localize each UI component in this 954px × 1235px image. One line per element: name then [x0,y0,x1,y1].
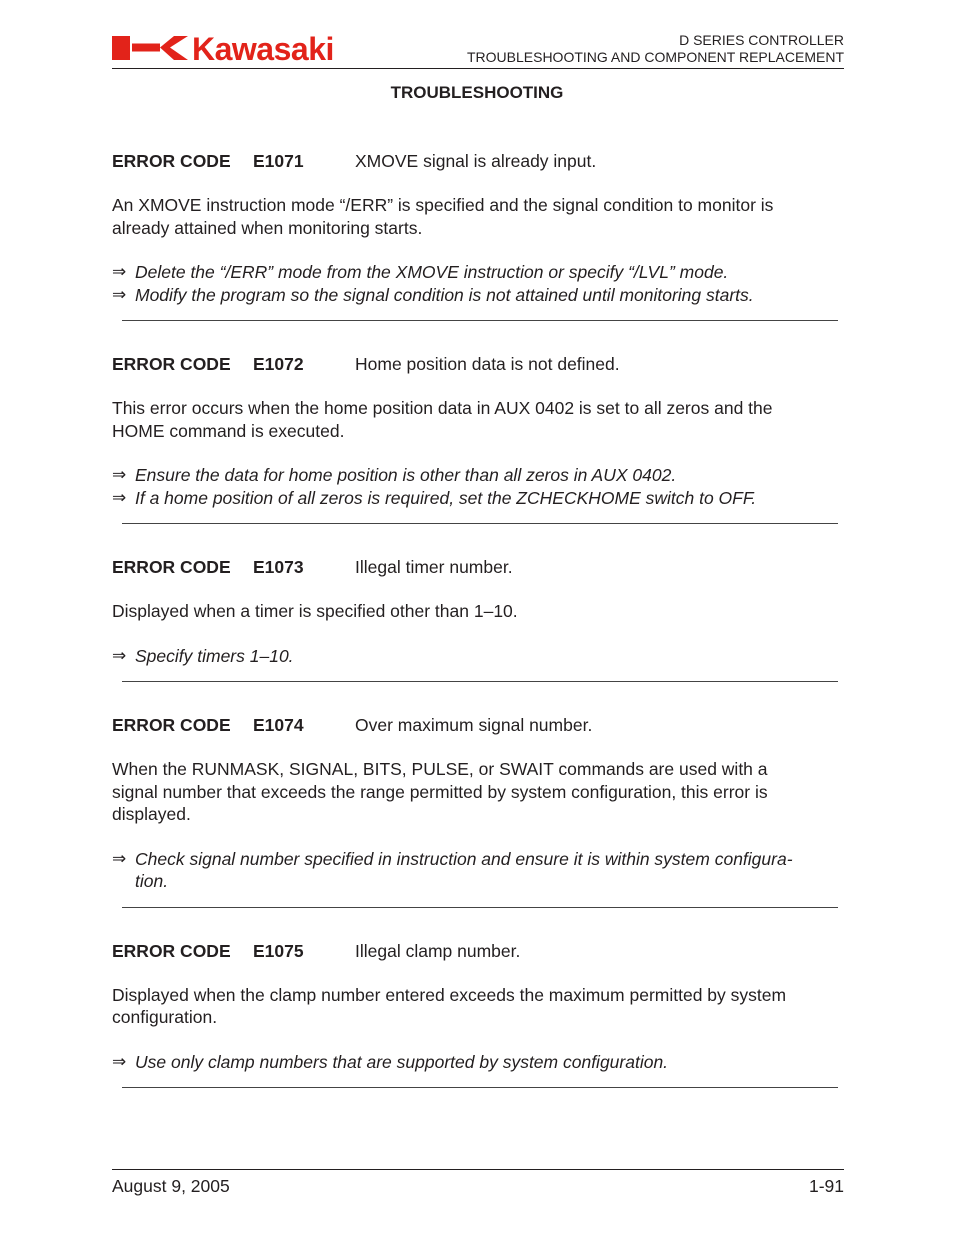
description-line: Displayed when a timer is specified other than 1–10. [112,601,518,621]
arrow-icon: ⇒ [112,262,127,281]
remedy-line: Delete the “/ERR” mode from the XMOVE instruction or specify “/LVL” mode. [135,262,729,282]
remedy-line: Ensure the data for home position is other than all zeros in AUX 0402. [135,465,677,485]
error-description [112,600,844,623]
entry-separator [122,681,838,682]
description-line: signal number that exceeds the range permitted by system configuration, this error is [112,781,768,802]
footer-rule [112,1169,844,1170]
error-code-title: Illegal clamp number. [355,940,521,961]
running-header [467,32,844,65]
remedy-item [112,284,844,307]
remedy-line: Modify the program so the signal condition is not attained until monitoring starts. [135,284,754,305]
error-code-label: ERROR CODE [112,715,231,735]
error-code-title: Over maximum signal number. [355,715,593,735]
error-entry [112,353,844,524]
header-rule [112,68,844,69]
error-code-number: E1075 [253,940,304,961]
arrow-icon: ⇒ [112,465,127,484]
footer-date: August 9, 2005 [112,1176,230,1196]
error-entry [112,150,844,321]
error-code-title: Illegal timer number. [355,557,513,577]
description-line: configuration. [112,1007,218,1027]
description-line: This error occurs when the home position data in AUX 0402 is set to all zeros and the [112,398,773,418]
error-code-number: E1074 [253,715,304,735]
entry-separator [122,320,838,321]
remedy-item [112,848,844,893]
entry-separator [122,907,838,908]
description-line: When the RUNMASK, SIGNAL, BITS, PULSE, or SWAIT commands are used with a [112,759,768,779]
remedy-line: Check signal number specified in instruction and ensure it is within system configura- [135,848,793,869]
remedy-item [112,261,844,284]
section-title: TROUBLESHOOTING [390,83,564,102]
error-code-heading [112,150,844,172]
description-line: HOME command is executed. [112,420,345,441]
error-code-heading [112,353,844,375]
remedy-line: Use only clamp numbers that are supported by system configuration. [135,1051,669,1072]
remedy-item [112,645,844,668]
remedy-line: Specify timers 1–10. [135,645,294,666]
remedy-item [112,464,844,487]
error-code-list [112,150,844,1120]
error-code-heading [112,714,844,736]
error-description [112,194,844,239]
entry-separator [122,1087,838,1088]
description-line: already attained when monitoring starts. [112,217,423,238]
description-line: An XMOVE instruction mode “/ERR” is specified and the signal condition to monitor is [112,195,774,215]
logo-wordmark: Kawasaki [192,33,334,63]
error-description [112,397,844,442]
error-description [112,758,844,826]
error-entry [112,714,844,908]
error-code-label: ERROR CODE [112,354,231,374]
arrow-icon: ⇒ [112,645,127,665]
arrow-icon: ⇒ [112,487,127,507]
arrow-icon: ⇒ [112,284,127,304]
error-code-number: E1072 [253,354,304,374]
remedy-line: tion. [135,871,169,891]
error-code-label: ERROR CODE [112,151,231,171]
arrow-icon: ⇒ [112,1051,127,1071]
remedy-line: If a home position of all zeros is required, set the ZCHECKHOME switch to OFF. [135,487,757,508]
error-description [112,984,844,1029]
error-code-label: ERROR CODE [112,557,231,577]
header-line-2: TROUBLESHOOTING AND COMPONENT REPLACEMENT [466,48,844,65]
error-entry [112,940,844,1089]
entry-separator [122,523,838,524]
error-code-number: E1071 [253,151,304,171]
arrow-icon: ⇒ [112,848,127,868]
error-code-number: E1073 [253,557,304,577]
page-number: 1-91 [808,1176,844,1196]
error-code-heading [112,940,844,962]
description-line: Displayed when the clamp number entered exceeds the maximum permitted by system [112,984,787,1005]
error-code-heading [112,556,844,578]
remedy-item [112,1051,844,1074]
description-line: displayed. [112,804,191,824]
error-code-label: ERROR CODE [112,940,231,961]
error-code-title: Home position data is not defined. [355,354,620,374]
error-entry [112,556,844,682]
header-line-1: D SERIES CONTROLLER [679,32,844,48]
remedy-item [112,487,844,510]
kawasaki-logo [112,33,390,63]
error-code-title: XMOVE signal is already input. [355,151,597,171]
